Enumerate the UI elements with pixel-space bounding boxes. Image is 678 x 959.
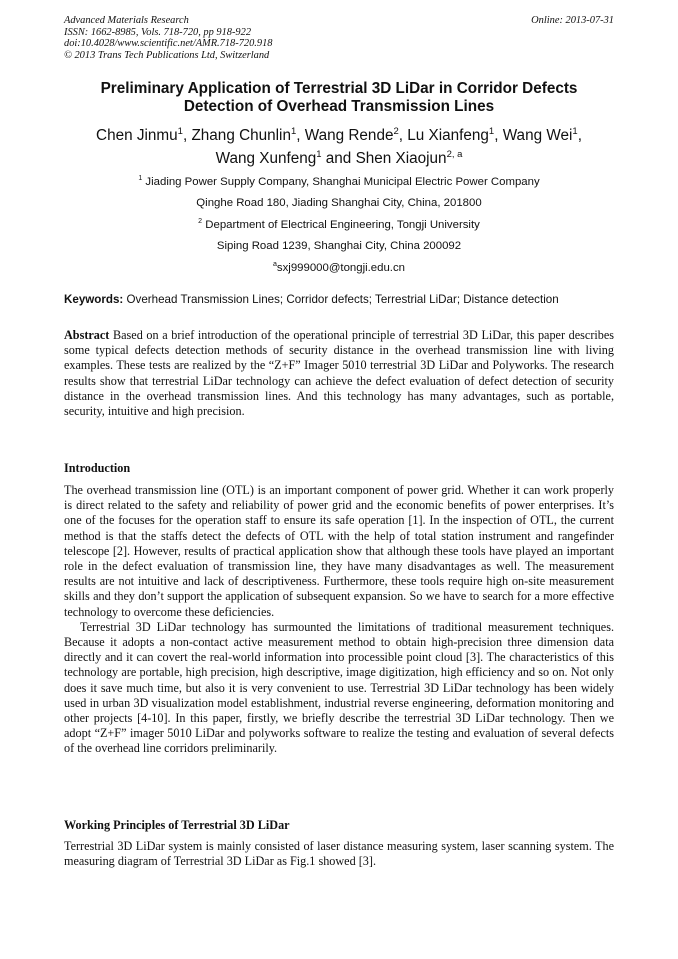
keywords bbox=[64, 293, 624, 307]
author-name: Shen Xiaojun bbox=[355, 150, 447, 167]
affiliation-1-line-1 bbox=[64, 172, 614, 193]
author-name: Zhang Chunlin bbox=[191, 127, 291, 144]
author-line-1: Chen Jinmu$^1$, Zhang Chunlin$^1$, Wang Rende$^2$, Lu Xianfeng$^1$, Wang Wei$^1$, bbox=[96, 125, 582, 144]
author-affiliation-mark: 1 bbox=[572, 125, 578, 137]
abstract-paragraph bbox=[64, 328, 614, 419]
affiliation-text: Jiading Power Supply Company, Shanghai Municipal Electric Power Company bbox=[145, 176, 540, 188]
author-affiliation-mark: 1 bbox=[177, 125, 183, 137]
working-principles-paragraph-1: Terrestrial 3D LiDar system is mainly consisted of laser distance measuring system, laser scanning system. The measuring diagram of Terrestrial 3D LiDar as Fig.1 showed [3]. bbox=[64, 839, 614, 869]
author-name: Wang Xunfeng bbox=[215, 150, 317, 167]
title-line-2: Detection of Overhead Transmission Lines bbox=[183, 98, 495, 115]
doi-line: doi:10.4028/www.scientific.net/AMR.718-720.918 bbox=[64, 38, 273, 50]
affiliation-2-line-1 bbox=[64, 215, 614, 236]
introduction-section bbox=[64, 483, 614, 757]
online-date: Online: 2013-07-31 bbox=[531, 15, 614, 26]
contact-email bbox=[64, 258, 614, 279]
abstract-label: Abstract bbox=[64, 328, 110, 342]
copyright-line: © 2013 Trans Tech Publications Ltd, Switzerland bbox=[64, 49, 270, 61]
author-list bbox=[64, 124, 614, 170]
affiliation-text: Department of Electrical Engineering, Tongji University bbox=[205, 218, 480, 231]
affiliation-2-line-2: Siping Road 1239, Shanghai City, China 200092 bbox=[216, 240, 462, 253]
issn-line: ISSN: 1662-8985, Vols. 718-720, pp 918-922 bbox=[64, 26, 252, 38]
journal-name: Advanced Materials Research bbox=[64, 15, 189, 26]
affiliation-1-line-2: Qinghe Road 180, Jiading Shanghai City, China, 201800 bbox=[196, 197, 482, 210]
working-principles-section bbox=[64, 839, 614, 869]
affiliation-mark: 2 bbox=[198, 218, 203, 226]
author-affiliation-mark: 1 bbox=[290, 125, 297, 137]
journal-header bbox=[64, 15, 614, 61]
affiliations bbox=[64, 172, 614, 279]
abstract bbox=[64, 328, 614, 419]
affiliation-mark: 1 bbox=[138, 175, 143, 183]
title-line-1: Preliminary Application of Terrestrial 3D LiDar in Corridor Defects bbox=[100, 80, 578, 97]
introduction-heading: Introduction bbox=[64, 461, 131, 475]
introduction-paragraph-1: The overhead transmission line (OTL) is an important component of power grid. Whether it can work properly is direct related to the safety and reliability of power grid and the economic benefits of power enterprises. It’s one of the focuses for the operation staff to ensure its safe operation [1]. In the inspection of OTL, the current method is that the staffs detect the defects of OTL with the help of total station instrument and rangefinder telescope [2]. However, results of practical application show that although these tools have played an important role in the defect evaluation of transmission line, they have many disadvantages as well. The measurement results are not intuitive and lack of descriptiveness. Furthermore, these tools require high on-site measurement skills and they don’t support the application of subsequent expansion. So we have to search for a more effective technology to overcome these deficiencies. bbox=[64, 483, 614, 619]
email-address: sxj999000@tongji.edu.cn bbox=[276, 261, 405, 274]
keywords-label: Keywords: bbox=[64, 293, 124, 306]
email-mark: a bbox=[272, 260, 277, 268]
author-affiliation-mark: 2 bbox=[393, 125, 399, 137]
working-principles-heading: Working Principles of Terrestrial 3D LiDar bbox=[64, 818, 290, 832]
introduction-paragraph-2: Terrestrial 3D LiDar technology has surmounted the limitations of traditional measurement techniques. Because it adopts a non-contact active measurement method to obtain high-precision three dimension data directly and it can covert the real-world information into processible point cloud [3]. The characteristics of this technology are portable, high precision, high descriptive, image digitization, high efficiency and so on. Not only does it save much time, but also it is very convenient to use. Terrestrial 3D LiDar technology has been widely used in urban 3D visualization model establishment, industrial reverse engineering, deformation monitoring and other projects [4-10]. In this paper, firstly, we briefly describe the terrestrial 3D LiDar technology. Then we adopt “Z+F” imager 5010 LiDar and polyworks software to realize the testing and evaluation of several defects of the overhead line corridors preliminarily. bbox=[64, 619, 614, 756]
author-affiliation-mark: 1 bbox=[488, 125, 495, 137]
author-affiliation-mark: 1 bbox=[316, 148, 322, 160]
paper-title bbox=[64, 80, 614, 116]
author-affiliation-mark: 2, a bbox=[446, 148, 463, 160]
author-name: Chen Jinmu bbox=[96, 127, 178, 144]
abstract-text: Based on a brief introduction of the operational principle of terrestrial 3D LiDar, this paper describes some typical defects detection methods of security distance in the overhead transmission line with living examples. These tests are realized by the “Z+F” Imager 5010 terrestrial 3D LiDar and Polyworks. The research results show that terrestrial LiDar technology can achieve the defect evaluation of defect detection of security distance in the overhead transmission lines. And this technology has many advantages, such as portable, security, intuitive and high precision. bbox=[64, 328, 615, 419]
author-name: Wang Wei bbox=[502, 127, 573, 144]
author-name: Wang Rende bbox=[304, 127, 394, 144]
keywords-text: Overhead Transmission Lines; Corridor defects; Terrestrial LiDar; Distance detection bbox=[126, 293, 559, 306]
author-name: Lu Xianfeng bbox=[407, 127, 489, 144]
author-line-2: Wang Xunfeng$^1$ and Shen Xiaojun$^{2, a}$ bbox=[215, 148, 463, 167]
